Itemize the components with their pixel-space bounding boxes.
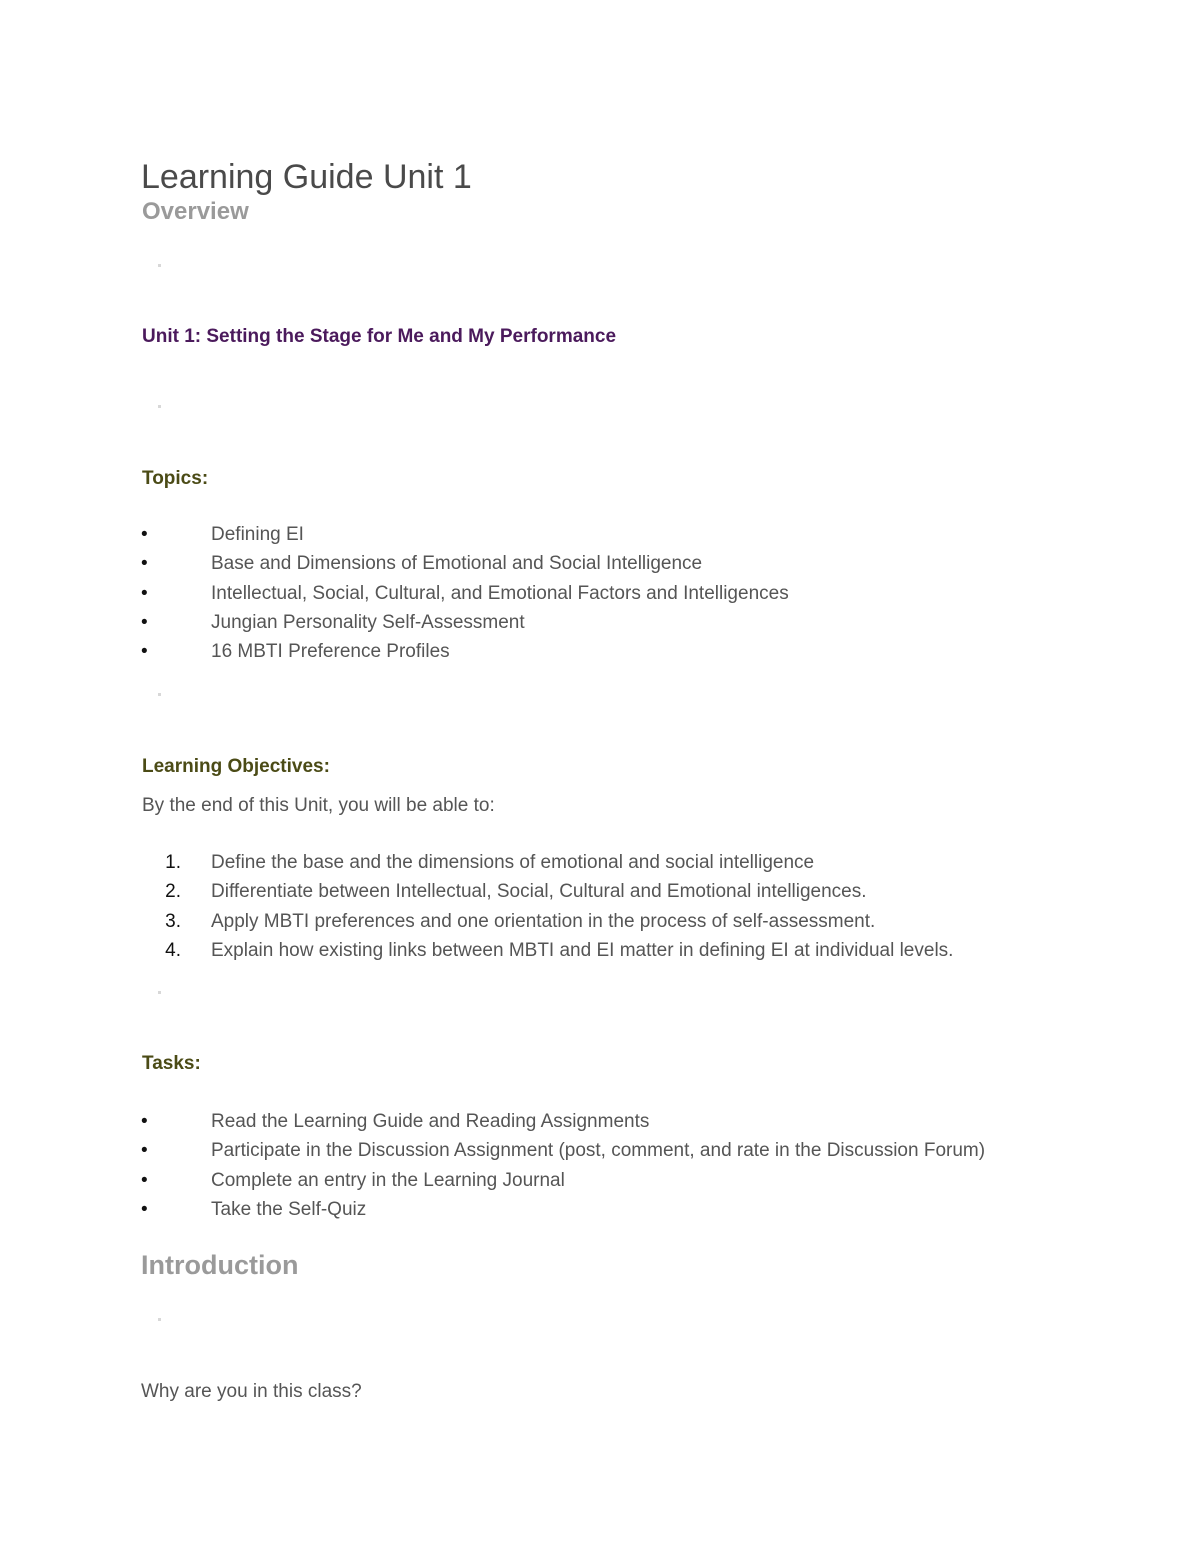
bullet-icon: • xyxy=(141,1140,148,1162)
list-number: 3. xyxy=(165,910,181,932)
bullet-icon: • xyxy=(141,1169,148,1191)
bullet-icon: • xyxy=(141,641,148,663)
objectives-label: Learning Objectives: xyxy=(142,756,330,777)
list-number: 1. xyxy=(165,852,181,873)
tasks-label: Tasks: xyxy=(142,1053,201,1074)
unit-heading: Unit 1: Setting the Stage for Me and My Performance xyxy=(142,326,617,347)
paragraph-marker xyxy=(158,264,161,267)
bullet-icon: • xyxy=(141,1198,148,1220)
document-page: Learning Guide Unit 1 Overview Unit 1: Setting the Stage for Me and My Performance Topics: • Defining EI • Base and Dimensions of Emotional and Social Intelligence • Intellectual, Social, Cultural, and Emotional Factors and Intelligences • Jungian Personality Self-Assessment • 16 MBTI Preference Profiles Learning Objectives: By the end of this Unit, you will be able to: 1. Define the base and the dimensions of emotional and social intelligence 2. Differentiate between Intellectual, Social, Cultural and Emotional intelligences. 3. Apply MBTI preferences and one orientation in the process of self-assessment. 4. Explain how existing links between MBTI and EI matter in defining EI at individual levels. Tasks: • Read the Learning Guide and Reading Assignments • Participate in the Discussion Assignment (post, comment, and rate in the Discussion Forum) • Complete an entry in the Learning Journal • Take the Self-Quiz Introduction Why are you in this class? xyxy=(0,0,1200,1553)
bullet-icon: • xyxy=(141,553,148,575)
list-number: 2. xyxy=(165,881,181,903)
bullet-icon: • xyxy=(141,524,148,545)
paragraph-marker xyxy=(158,693,161,696)
introduction-heading: Introduction xyxy=(141,1250,299,1280)
bullet-icon: • xyxy=(141,1111,148,1132)
paragraph-marker xyxy=(158,405,161,408)
topics-label: Topics: xyxy=(142,468,209,489)
bullet-icon: • xyxy=(141,611,148,633)
objectives-intro: By the end of this Unit, you will be able to: xyxy=(142,795,495,816)
paragraph-marker xyxy=(158,991,161,994)
document-title: Learning Guide Unit 1 xyxy=(141,158,472,196)
paragraph-marker xyxy=(158,1318,161,1321)
document-subtitle: Overview xyxy=(142,198,249,225)
bullet-icon: • xyxy=(141,582,148,604)
list-number: 4. xyxy=(165,939,181,961)
introduction-question: Why are you in this class? xyxy=(141,1381,362,1402)
